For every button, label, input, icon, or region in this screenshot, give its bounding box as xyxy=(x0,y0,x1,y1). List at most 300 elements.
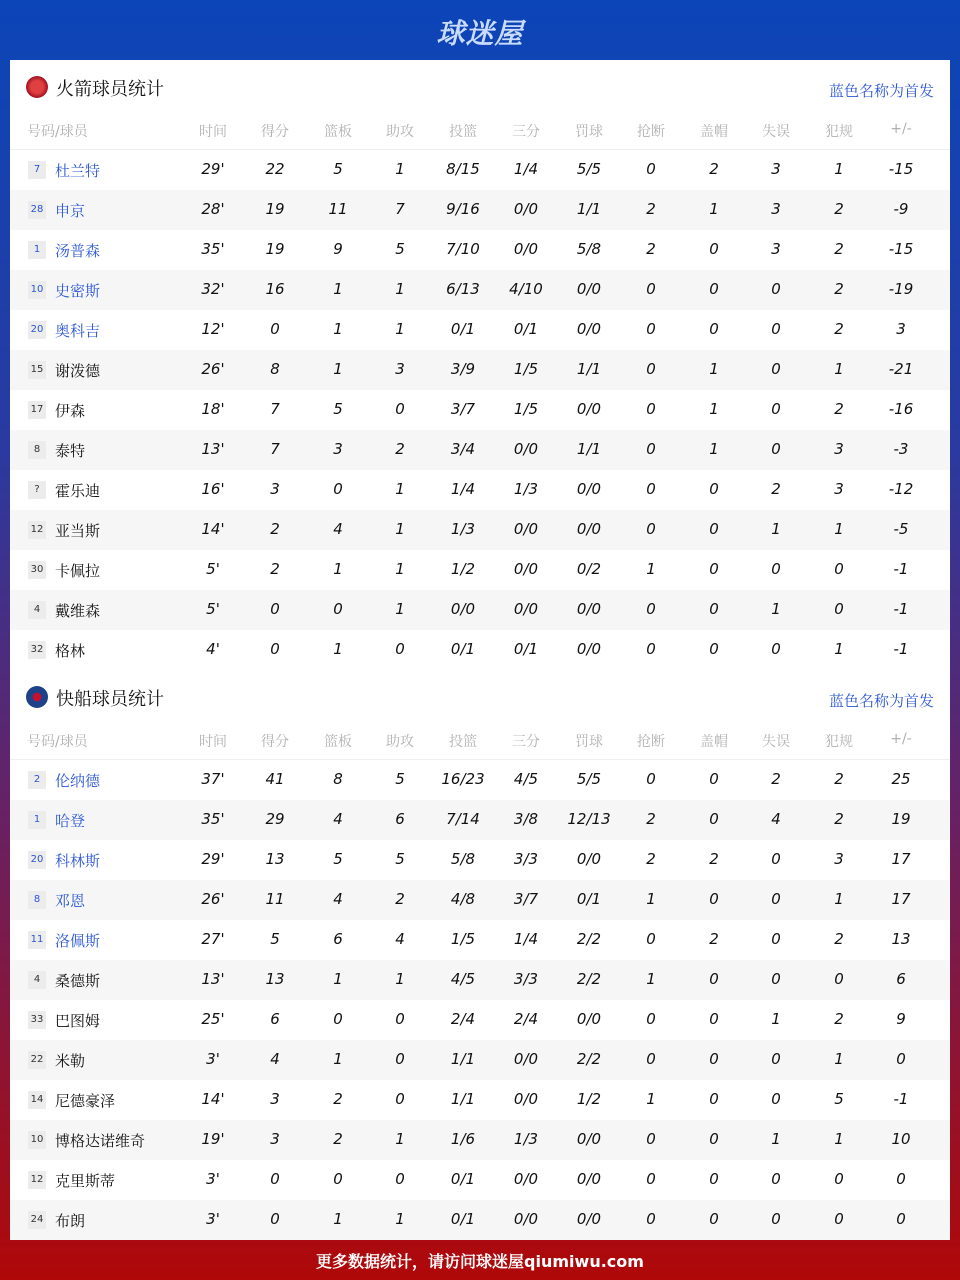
column-header[interactable]: 得分 xyxy=(261,734,289,750)
stat-7: 0/0 xyxy=(513,600,539,618)
stat-13: -15 xyxy=(888,160,914,178)
stat-11: 0 xyxy=(771,890,781,908)
stat-11: 0 xyxy=(771,970,781,988)
stat-11: 3 xyxy=(771,160,781,178)
player-name[interactable]: 谢泼德 xyxy=(55,362,101,380)
stat-3: 7 xyxy=(270,440,280,458)
stat-5: 1 xyxy=(395,160,405,178)
column-header[interactable]: 盖帽 xyxy=(700,124,728,140)
stat-6: 8/15 xyxy=(446,160,480,178)
stat-3: 7 xyxy=(270,400,280,418)
player-name[interactable]: 博格达诺维奇 xyxy=(55,1132,146,1150)
player-row[interactable] xyxy=(10,760,950,800)
stat-13: -16 xyxy=(888,400,914,418)
stat-5: 1 xyxy=(395,970,405,988)
column-header[interactable]: 罚球 xyxy=(575,734,603,750)
stat-5: 1 xyxy=(395,280,405,298)
stat-11: 0 xyxy=(771,400,781,418)
stat-10: 0 xyxy=(709,1170,719,1188)
starter-legend: 蓝色名称为首发 xyxy=(828,82,934,100)
stat-4: 6 xyxy=(333,930,343,948)
stat-8: 1/1 xyxy=(576,440,602,458)
player-name[interactable]: 伊森 xyxy=(55,402,86,420)
stat-12: 1 xyxy=(834,1130,844,1148)
stat-6: 9/16 xyxy=(446,200,480,218)
stat-10: 0 xyxy=(709,970,719,988)
player-name[interactable]: 戴维森 xyxy=(55,602,101,620)
stat-2: 5' xyxy=(206,560,220,578)
jersey-number: 8 xyxy=(28,891,46,909)
stat-12: 0 xyxy=(834,1170,844,1188)
player-row[interactable] xyxy=(10,1160,950,1200)
player-row[interactable] xyxy=(10,1000,950,1040)
player-name[interactable]: 卡佩拉 xyxy=(55,562,101,580)
stat-3: 6 xyxy=(270,1010,280,1028)
player-row[interactable] xyxy=(10,590,950,630)
stat-8: 0/0 xyxy=(576,600,602,618)
stat-3: 19 xyxy=(265,240,285,258)
player-row[interactable] xyxy=(10,390,950,430)
column-header[interactable]: 得分 xyxy=(261,124,289,140)
stat-7: 1/4 xyxy=(513,930,539,948)
stat-5: 7 xyxy=(395,200,405,218)
stat-8: 2/2 xyxy=(576,1050,602,1068)
player-row[interactable] xyxy=(10,920,950,960)
stat-6: 1/4 xyxy=(450,480,476,498)
column-header[interactable]: 助攻 xyxy=(386,124,414,140)
stat-13: 19 xyxy=(891,810,911,828)
player-row[interactable] xyxy=(10,880,950,920)
stat-5: 0 xyxy=(395,1010,405,1028)
player-row[interactable] xyxy=(10,1200,950,1240)
column-header[interactable]: 号码/球员 xyxy=(27,124,88,140)
jersey-number: 4 xyxy=(28,971,46,989)
stat-5: 2 xyxy=(395,890,405,908)
player-name[interactable]: 邓恩 xyxy=(55,892,86,910)
stat-10: 0 xyxy=(709,320,719,338)
stat-13: -9 xyxy=(893,200,909,218)
stat-2: 19' xyxy=(201,1130,225,1148)
stat-6: 4/8 xyxy=(450,890,476,908)
player-row[interactable] xyxy=(10,430,950,470)
stat-7: 1/3 xyxy=(513,1130,539,1148)
player-name[interactable]: 史密斯 xyxy=(55,282,101,300)
player-name[interactable]: 洛佩斯 xyxy=(55,932,101,950)
stat-12: 1 xyxy=(834,520,844,538)
stat-7: 1/3 xyxy=(513,480,539,498)
stat-4: 0 xyxy=(333,480,343,498)
stat-7: 0/1 xyxy=(513,640,539,658)
player-name[interactable]: 汤普森 xyxy=(55,242,101,260)
column-header[interactable]: 罚球 xyxy=(575,124,603,140)
player-row[interactable] xyxy=(10,350,950,390)
stat-3: 0 xyxy=(270,600,280,618)
stat-9: 0 xyxy=(646,770,656,788)
stat-2: 32' xyxy=(201,280,225,298)
stat-9: 1 xyxy=(646,970,656,988)
stat-8: 5/5 xyxy=(576,160,602,178)
stat-8: 0/0 xyxy=(576,400,602,418)
column-header[interactable]: +/- xyxy=(890,121,912,137)
player-name[interactable]: 科林斯 xyxy=(55,852,101,870)
stat-5: 1 xyxy=(395,1130,405,1148)
stat-9: 0 xyxy=(646,440,656,458)
stat-7: 3/3 xyxy=(513,850,539,868)
stat-4: 1 xyxy=(333,1210,343,1228)
stat-7: 0/0 xyxy=(513,560,539,578)
player-name[interactable]: 布朗 xyxy=(55,1212,86,1230)
player-name[interactable]: 亚当斯 xyxy=(55,522,101,540)
stat-5: 0 xyxy=(395,400,405,418)
stat-9: 2 xyxy=(646,850,656,868)
stat-9: 0 xyxy=(646,520,656,538)
stat-4: 3 xyxy=(333,440,343,458)
player-name[interactable]: 尼德豪泽 xyxy=(55,1092,116,1110)
stat-5: 0 xyxy=(395,1050,405,1068)
stat-8: 0/0 xyxy=(576,640,602,658)
column-header[interactable]: 投篮 xyxy=(449,124,477,140)
stat-9: 2 xyxy=(646,810,656,828)
stat-8: 0/0 xyxy=(576,1130,602,1148)
footer-link[interactable]: 更多数据统计，请访问球迷屋qiumiwu.com xyxy=(316,1252,644,1271)
stat-2: 14' xyxy=(201,1090,225,1108)
stat-7: 0/0 xyxy=(513,520,539,538)
column-header[interactable]: 失误 xyxy=(762,124,790,140)
column-header[interactable]: +/- xyxy=(890,731,912,747)
stat-2: 18' xyxy=(201,400,225,418)
stat-11: 0 xyxy=(771,640,781,658)
player-name[interactable]: 米勒 xyxy=(55,1052,86,1070)
stat-6: 0/1 xyxy=(450,1170,476,1188)
stat-13: -5 xyxy=(893,520,909,538)
stat-3: 0 xyxy=(270,1170,280,1188)
stat-13: -21 xyxy=(888,360,914,378)
stat-8: 1/2 xyxy=(576,1090,602,1108)
stat-13: -1 xyxy=(893,1090,909,1108)
stat-7: 0/0 xyxy=(513,240,539,258)
stat-6: 7/14 xyxy=(446,810,480,828)
player-row[interactable] xyxy=(10,310,950,350)
stat-13: -1 xyxy=(893,640,909,658)
column-header[interactable]: 失误 xyxy=(762,734,790,750)
player-name[interactable]: 奥科吉 xyxy=(55,322,101,340)
stat-2: 26' xyxy=(201,360,225,378)
column-header[interactable]: 抢断 xyxy=(637,734,665,750)
stat-4: 4 xyxy=(333,520,343,538)
column-header[interactable]: 时间 xyxy=(199,124,227,140)
stat-2: 35' xyxy=(201,240,225,258)
stat-6: 6/13 xyxy=(446,280,480,298)
stat-2: 29' xyxy=(201,160,225,178)
stat-10: 0 xyxy=(709,1210,719,1228)
player-row[interactable] xyxy=(10,470,950,510)
jersey-number: 28 xyxy=(28,201,46,219)
jersey-number: 8 xyxy=(28,441,46,459)
stat-12: 2 xyxy=(834,280,844,298)
stat-3: 29 xyxy=(265,810,285,828)
column-header[interactable]: 盖帽 xyxy=(700,734,728,750)
player-name[interactable]: 杜兰特 xyxy=(55,162,101,180)
stat-4: 5 xyxy=(333,400,343,418)
stat-7: 1/5 xyxy=(513,360,539,378)
player-name[interactable]: 格林 xyxy=(55,642,86,660)
stat-7: 0/1 xyxy=(513,320,539,338)
stat-12: 2 xyxy=(834,240,844,258)
team-title: 火箭球员统计 xyxy=(56,79,164,100)
column-header[interactable]: 号码/球员 xyxy=(27,734,88,750)
stat-2: 28' xyxy=(201,200,225,218)
stat-12: 1 xyxy=(834,1050,844,1068)
stat-9: 0 xyxy=(646,1210,656,1228)
jersey-number: 14 xyxy=(28,1091,46,1109)
stat-6: 3/7 xyxy=(450,400,476,418)
stat-10: 0 xyxy=(709,640,719,658)
stats-card xyxy=(10,60,950,1240)
column-header[interactable]: 助攻 xyxy=(386,734,414,750)
stat-11: 2 xyxy=(771,770,781,788)
stat-11: 0 xyxy=(771,850,781,868)
stat-9: 1 xyxy=(646,890,656,908)
stat-11: 0 xyxy=(771,440,781,458)
stat-2: 3' xyxy=(206,1170,220,1188)
stat-11: 0 xyxy=(771,930,781,948)
stat-2: 14' xyxy=(201,520,225,538)
stat-3: 19 xyxy=(265,200,285,218)
stat-10: 0 xyxy=(709,1010,719,1028)
stat-9: 0 xyxy=(646,360,656,378)
player-row[interactable] xyxy=(10,230,950,270)
player-name[interactable]: 巴图姆 xyxy=(55,1012,101,1030)
stat-10: 0 xyxy=(709,890,719,908)
stat-2: 13' xyxy=(201,970,225,988)
jersey-number: 33 xyxy=(28,1011,46,1029)
column-header[interactable]: 犯规 xyxy=(825,124,853,140)
stat-8: 0/0 xyxy=(576,480,602,498)
jersey-number: 32 xyxy=(28,641,46,659)
stat-9: 1 xyxy=(646,560,656,578)
stat-7: 0/0 xyxy=(513,1170,539,1188)
stat-4: 2 xyxy=(333,1090,343,1108)
stat-12: 3 xyxy=(834,440,844,458)
stat-3: 16 xyxy=(265,280,285,298)
stat-4: 1 xyxy=(333,320,343,338)
stat-2: 26' xyxy=(201,890,225,908)
player-name[interactable]: 哈登 xyxy=(55,812,86,830)
stat-12: 2 xyxy=(834,320,844,338)
stat-8: 0/0 xyxy=(576,1170,602,1188)
stat-8: 0/0 xyxy=(576,280,602,298)
stat-11: 0 xyxy=(771,1170,781,1188)
stat-2: 12' xyxy=(201,320,225,338)
stat-4: 4 xyxy=(333,890,343,908)
player-name[interactable]: 申京 xyxy=(55,202,86,220)
jersey-number: 2 xyxy=(28,771,46,789)
column-header[interactable]: 抢断 xyxy=(637,124,665,140)
player-row[interactable] xyxy=(10,840,950,880)
player-row[interactable] xyxy=(10,190,950,230)
jersey-number: 1 xyxy=(28,811,46,829)
stat-13: 17 xyxy=(891,850,911,868)
player-row[interactable] xyxy=(10,1040,950,1080)
player-row[interactable] xyxy=(10,630,950,670)
stat-10: 2 xyxy=(709,850,719,868)
player-row[interactable] xyxy=(10,510,950,550)
stat-13: -1 xyxy=(893,600,909,618)
stat-10: 1 xyxy=(709,400,719,418)
stat-6: 1/2 xyxy=(450,560,476,578)
stat-12: 1 xyxy=(834,360,844,378)
stat-11: 0 xyxy=(771,280,781,298)
stat-2: 5' xyxy=(206,600,220,618)
column-header[interactable]: 投篮 xyxy=(449,734,477,750)
stat-5: 1 xyxy=(395,600,405,618)
stat-10: 0 xyxy=(709,810,719,828)
stat-2: 29' xyxy=(201,850,225,868)
player-row[interactable] xyxy=(10,550,950,590)
stat-2: 27' xyxy=(201,930,225,948)
player-name[interactable]: 桑德斯 xyxy=(55,972,101,990)
player-row[interactable] xyxy=(10,800,950,840)
stat-12: 1 xyxy=(834,890,844,908)
stat-11: 0 xyxy=(771,1210,781,1228)
stat-10: 1 xyxy=(709,360,719,378)
column-header[interactable]: 时间 xyxy=(199,734,227,750)
stat-12: 1 xyxy=(834,160,844,178)
stat-4: 0 xyxy=(333,600,343,618)
stat-12: 3 xyxy=(834,480,844,498)
stat-7: 3/3 xyxy=(513,970,539,988)
player-name[interactable]: 克里斯蒂 xyxy=(55,1172,116,1190)
stat-11: 1 xyxy=(771,600,781,618)
player-row[interactable] xyxy=(10,1120,950,1160)
stat-8: 5/8 xyxy=(576,240,602,258)
stat-2: 35' xyxy=(201,810,225,828)
player-name[interactable]: 泰特 xyxy=(55,442,86,460)
stat-8: 1/1 xyxy=(576,360,602,378)
stat-3: 3 xyxy=(270,1090,280,1108)
jersey-number: 12 xyxy=(28,1171,46,1189)
jersey-number: 15 xyxy=(28,361,46,379)
column-header[interactable]: 犯规 xyxy=(825,734,853,750)
jersey-number: 30 xyxy=(28,561,46,579)
stat-8: 0/0 xyxy=(576,1010,602,1028)
stat-13: 3 xyxy=(896,320,906,338)
stat-10: 0 xyxy=(709,1090,719,1108)
stat-6: 1/1 xyxy=(450,1090,476,1108)
stat-10: 1 xyxy=(709,440,719,458)
stat-13: -3 xyxy=(893,440,909,458)
stat-4: 1 xyxy=(333,280,343,298)
stat-7: 0/0 xyxy=(513,1050,539,1068)
stat-6: 1/5 xyxy=(450,930,476,948)
jersey-number: 1 xyxy=(28,241,46,259)
stat-2: 16' xyxy=(201,480,225,498)
jersey-number: 4 xyxy=(28,601,46,619)
stat-7: 2/4 xyxy=(513,1010,539,1028)
clippers-logo-icon xyxy=(26,686,48,708)
stat-5: 1 xyxy=(395,320,405,338)
stat-11: 2 xyxy=(771,480,781,498)
player-row[interactable] xyxy=(10,960,950,1000)
column-header[interactable]: 三分 xyxy=(512,124,540,140)
stat-10: 0 xyxy=(709,240,719,258)
brand-logo: 球迷屋 xyxy=(436,17,524,50)
stat-3: 41 xyxy=(265,770,285,788)
stat-6: 1/6 xyxy=(450,1130,476,1148)
stat-4: 0 xyxy=(333,1170,343,1188)
stat-6: 0/1 xyxy=(450,320,476,338)
team-header xyxy=(10,670,950,720)
stat-9: 2 xyxy=(646,200,656,218)
stat-5: 5 xyxy=(395,240,405,258)
stat-6: 0/1 xyxy=(450,1210,476,1228)
stat-11: 0 xyxy=(771,320,781,338)
stat-10: 0 xyxy=(709,480,719,498)
stat-4: 1 xyxy=(333,640,343,658)
jersey-number: 17 xyxy=(28,401,46,419)
player-name[interactable]: 霍乐迪 xyxy=(55,482,101,500)
player-name[interactable]: 伦纳德 xyxy=(55,772,101,790)
stat-13: 10 xyxy=(891,1130,911,1148)
starter-legend: 蓝色名称为首发 xyxy=(828,692,934,710)
stat-2: 4' xyxy=(206,640,220,658)
stat-9: 0 xyxy=(646,280,656,298)
column-header[interactable]: 篮板 xyxy=(324,124,352,140)
jersey-number: 20 xyxy=(28,851,46,869)
stat-5: 4 xyxy=(395,930,405,948)
player-row[interactable] xyxy=(10,150,950,190)
stat-11: 0 xyxy=(771,1050,781,1068)
stat-3: 0 xyxy=(270,320,280,338)
stat-7: 0/0 xyxy=(513,1210,539,1228)
stat-13: -12 xyxy=(888,480,914,498)
stat-10: 1 xyxy=(709,200,719,218)
stat-4: 8 xyxy=(333,770,343,788)
stat-5: 2 xyxy=(395,440,405,458)
stat-3: 13 xyxy=(265,970,285,988)
stat-7: 0/0 xyxy=(513,200,539,218)
stat-4: 0 xyxy=(333,1010,343,1028)
stat-3: 4 xyxy=(270,1050,280,1068)
stat-3: 5 xyxy=(270,930,280,948)
jersey-number: ? xyxy=(28,481,46,499)
column-header[interactable]: 三分 xyxy=(512,734,540,750)
stat-9: 0 xyxy=(646,930,656,948)
player-row[interactable] xyxy=(10,270,950,310)
column-header[interactable]: 篮板 xyxy=(324,734,352,750)
stat-3: 0 xyxy=(270,1210,280,1228)
stat-5: 6 xyxy=(395,810,405,828)
stat-11: 3 xyxy=(771,200,781,218)
stat-3: 22 xyxy=(265,160,285,178)
stat-3: 0 xyxy=(270,640,280,658)
stat-6: 0/1 xyxy=(450,640,476,658)
team-header xyxy=(10,60,950,110)
stat-11: 1 xyxy=(771,1130,781,1148)
jersey-number: 10 xyxy=(28,281,46,299)
stat-6: 16/23 xyxy=(441,770,485,788)
player-row[interactable] xyxy=(10,1080,950,1120)
table-header xyxy=(10,110,950,150)
stat-7: 4/5 xyxy=(513,770,539,788)
stat-3: 2 xyxy=(270,520,280,538)
stat-10: 0 xyxy=(709,520,719,538)
stat-13: 0 xyxy=(896,1050,906,1068)
stat-2: 25' xyxy=(201,1010,225,1028)
stat-11: 1 xyxy=(771,520,781,538)
stat-3: 2 xyxy=(270,560,280,578)
stat-9: 0 xyxy=(646,600,656,618)
